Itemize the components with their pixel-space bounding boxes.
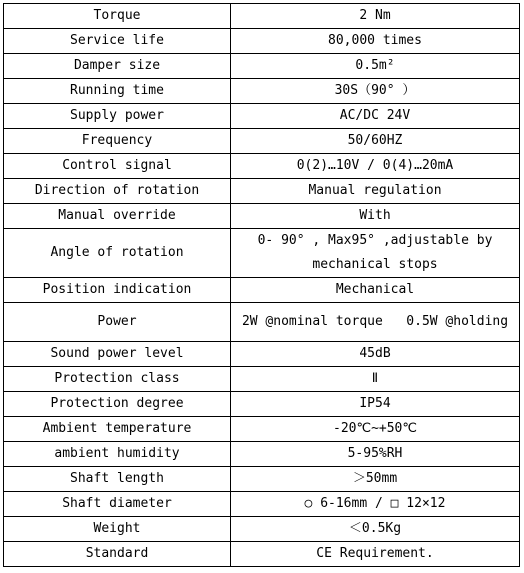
param-cell: Damper size [4,54,231,79]
param-cell: Service life [4,29,231,54]
table-row [4,4,520,29]
param-cell: Power [4,303,231,342]
param-cell: Direction of rotation [4,179,231,204]
table-row [4,104,520,129]
table-row [4,367,520,392]
value-cell: 50/60HZ [231,129,520,154]
param-cell: Manual override [4,204,231,229]
value-cell: -20℃~+50℃ [231,417,520,442]
table-row [4,79,520,104]
table-row [4,517,520,542]
value-cell: 0- 90° , Max95° ,adjustable by mechanical stops [231,229,520,278]
param-cell: Running time [4,79,231,104]
param-cell: Protection class [4,367,231,392]
table-row [4,54,520,79]
table-row [4,442,520,467]
spec-table [3,3,520,567]
param-cell: Frequency [4,129,231,154]
value-cell: 2W @nominal torque 0.5W @holding [231,303,520,342]
param-cell: Supply power [4,104,231,129]
param-cell: Ambient temperature [4,417,231,442]
param-cell: Torque [4,4,231,29]
table-row [4,342,520,367]
value-cell: 30S（90° ） [231,79,520,104]
param-cell: Weight [4,517,231,542]
value-cell: 0.5m² [231,54,520,79]
table-row [4,467,520,492]
value-cell: 80,000 times [231,29,520,54]
value-cell: Ⅱ [231,367,520,392]
table-row [4,154,520,179]
value-cell: 0(2)…10V / 0(4)…20mA [231,154,520,179]
param-cell: Protection degree [4,392,231,417]
table-row [4,492,520,517]
value-cell: Manual regulation [231,179,520,204]
table-row [4,417,520,442]
value-cell: 2 Nm [231,4,520,29]
param-cell: ambient humidity [4,442,231,467]
param-cell: Shaft diameter [4,492,231,517]
value-cell: 5-95%RH [231,442,520,467]
param-cell: Sound power level [4,342,231,367]
param-cell: Position indication [4,278,231,303]
table-row [4,278,520,303]
table-row [4,29,520,54]
table-row [4,303,520,342]
value-cell: ＞50mm [231,467,520,492]
table-row [4,129,520,154]
value-cell: ＜0.5Kg [231,517,520,542]
table-row [4,392,520,417]
param-cell: Standard [4,542,231,567]
value-cell: With [231,204,520,229]
param-cell: Angle of rotation [4,229,231,278]
value-cell: ○ 6-16mm / □ 12×12 [231,492,520,517]
value-cell: IP54 [231,392,520,417]
value-cell: Mechanical [231,278,520,303]
table-row [4,542,520,567]
value-cell: 45dB [231,342,520,367]
table-row [4,229,520,278]
param-cell: Shaft length [4,467,231,492]
table-row [4,204,520,229]
value-cell: AC/DC 24V [231,104,520,129]
value-cell: CE Requirement. [231,542,520,567]
param-cell: Control signal [4,154,231,179]
table-row [4,179,520,204]
